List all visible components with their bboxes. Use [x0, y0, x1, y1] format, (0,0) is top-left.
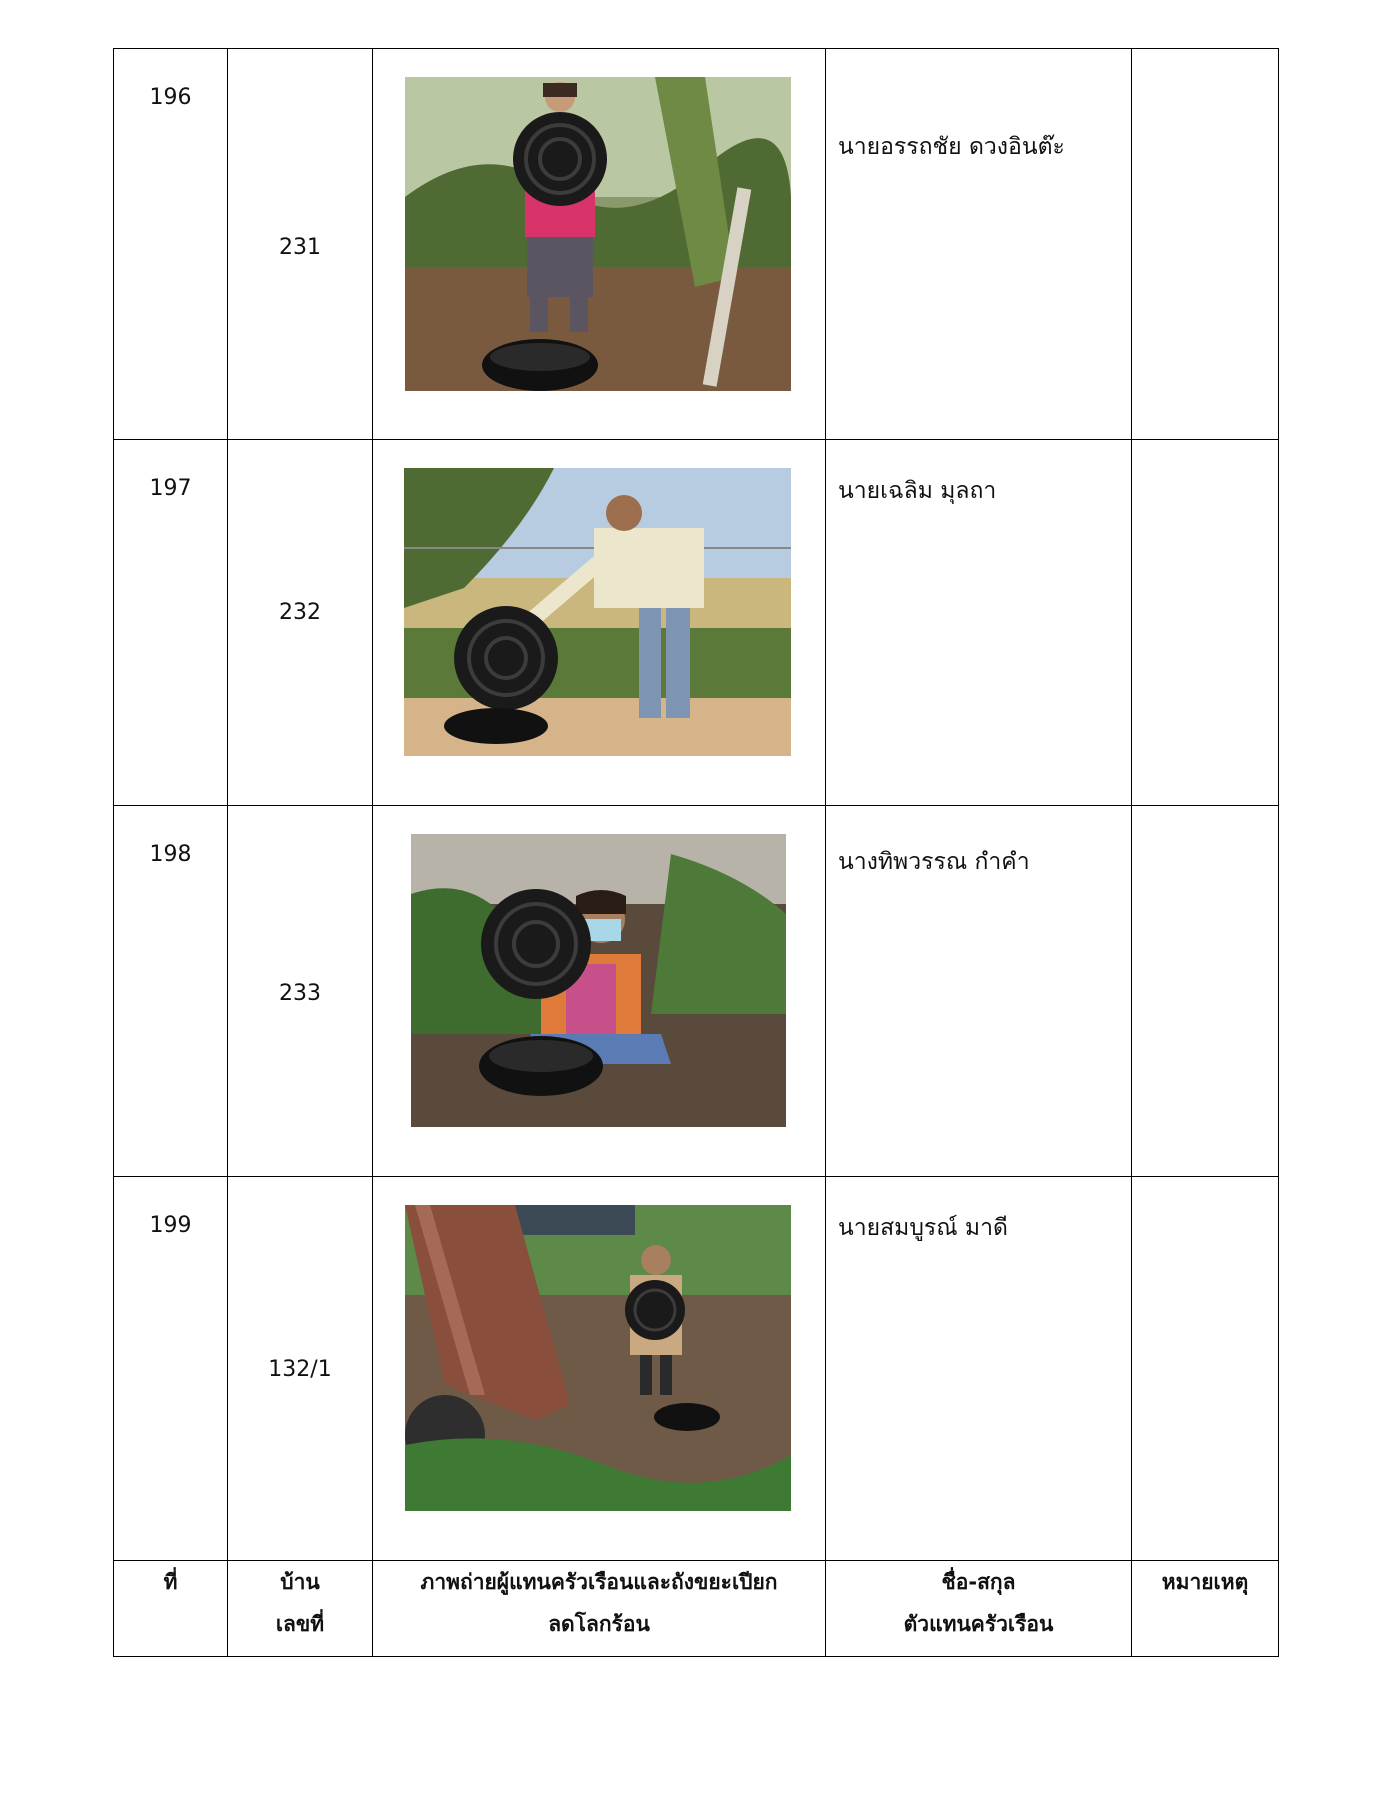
household-representative-name: นายอรรถชัย ดวงอินต๊ะ	[838, 134, 1065, 160]
table-row	[114, 440, 1279, 806]
house-number: 233	[279, 981, 321, 1006]
header-name-label-1: ชื่อ-สกุล	[941, 1570, 1016, 1594]
header-note	[1132, 1561, 1279, 1657]
household-photo	[411, 834, 786, 1127]
cell-note	[1132, 440, 1279, 806]
cell-house	[228, 440, 373, 806]
row-number: 196	[149, 85, 192, 110]
header-photo	[373, 1561, 826, 1657]
table-header-row	[114, 1561, 1279, 1657]
header-house-label-1: บ้าน	[280, 1570, 320, 1594]
cell-no	[114, 49, 228, 440]
cell-house	[228, 49, 373, 440]
header-name-label-2: ตัวแทนครัวเรือน	[903, 1612, 1054, 1636]
cell-note	[1132, 49, 1279, 440]
row-number: 199	[149, 1213, 192, 1238]
household-photo	[404, 468, 791, 756]
household-representative-name: นายเฉลิม มุลถา	[838, 478, 997, 504]
household-representative-name: นายสมบูรณ์ มาดี	[838, 1215, 1008, 1241]
cell-house	[228, 1177, 373, 1561]
household-table	[113, 48, 1279, 1657]
cell-photo	[373, 440, 826, 806]
cell-no	[114, 1177, 228, 1561]
cell-no	[114, 806, 228, 1177]
cell-name	[826, 49, 1132, 440]
header-photo-label-1: ภาพถ่ายผู้แทนครัวเรือนและถังขยะเปียก	[420, 1570, 778, 1594]
row-number: 197	[149, 476, 192, 501]
header-name	[826, 1561, 1132, 1657]
cell-no	[114, 440, 228, 806]
cell-photo	[373, 49, 826, 440]
cell-note	[1132, 1177, 1279, 1561]
header-note-label: หมายเหตุ	[1161, 1570, 1249, 1594]
cell-name	[826, 806, 1132, 1177]
house-number: 232	[279, 600, 321, 625]
house-number: 132/1	[268, 1357, 332, 1382]
household-photo	[405, 77, 791, 391]
table-row	[114, 806, 1279, 1177]
table-row	[114, 49, 1279, 440]
cell-photo	[373, 1177, 826, 1561]
header-no-label: ที่	[163, 1570, 178, 1594]
header-no	[114, 1561, 228, 1657]
cell-name	[826, 1177, 1132, 1561]
cell-photo	[373, 806, 826, 1177]
row-number: 198	[149, 842, 192, 867]
table-row	[114, 1177, 1279, 1561]
cell-house	[228, 806, 373, 1177]
cell-note	[1132, 806, 1279, 1177]
household-photo	[405, 1205, 791, 1511]
house-number: 231	[279, 235, 321, 260]
header-house	[228, 1561, 373, 1657]
cell-name	[826, 440, 1132, 806]
household-representative-name: นางทิพวรรณ กำคำ	[838, 849, 1030, 875]
header-house-label-2: เลขที่	[275, 1612, 325, 1636]
header-photo-label-2: ลดโลกร้อน	[548, 1612, 650, 1636]
